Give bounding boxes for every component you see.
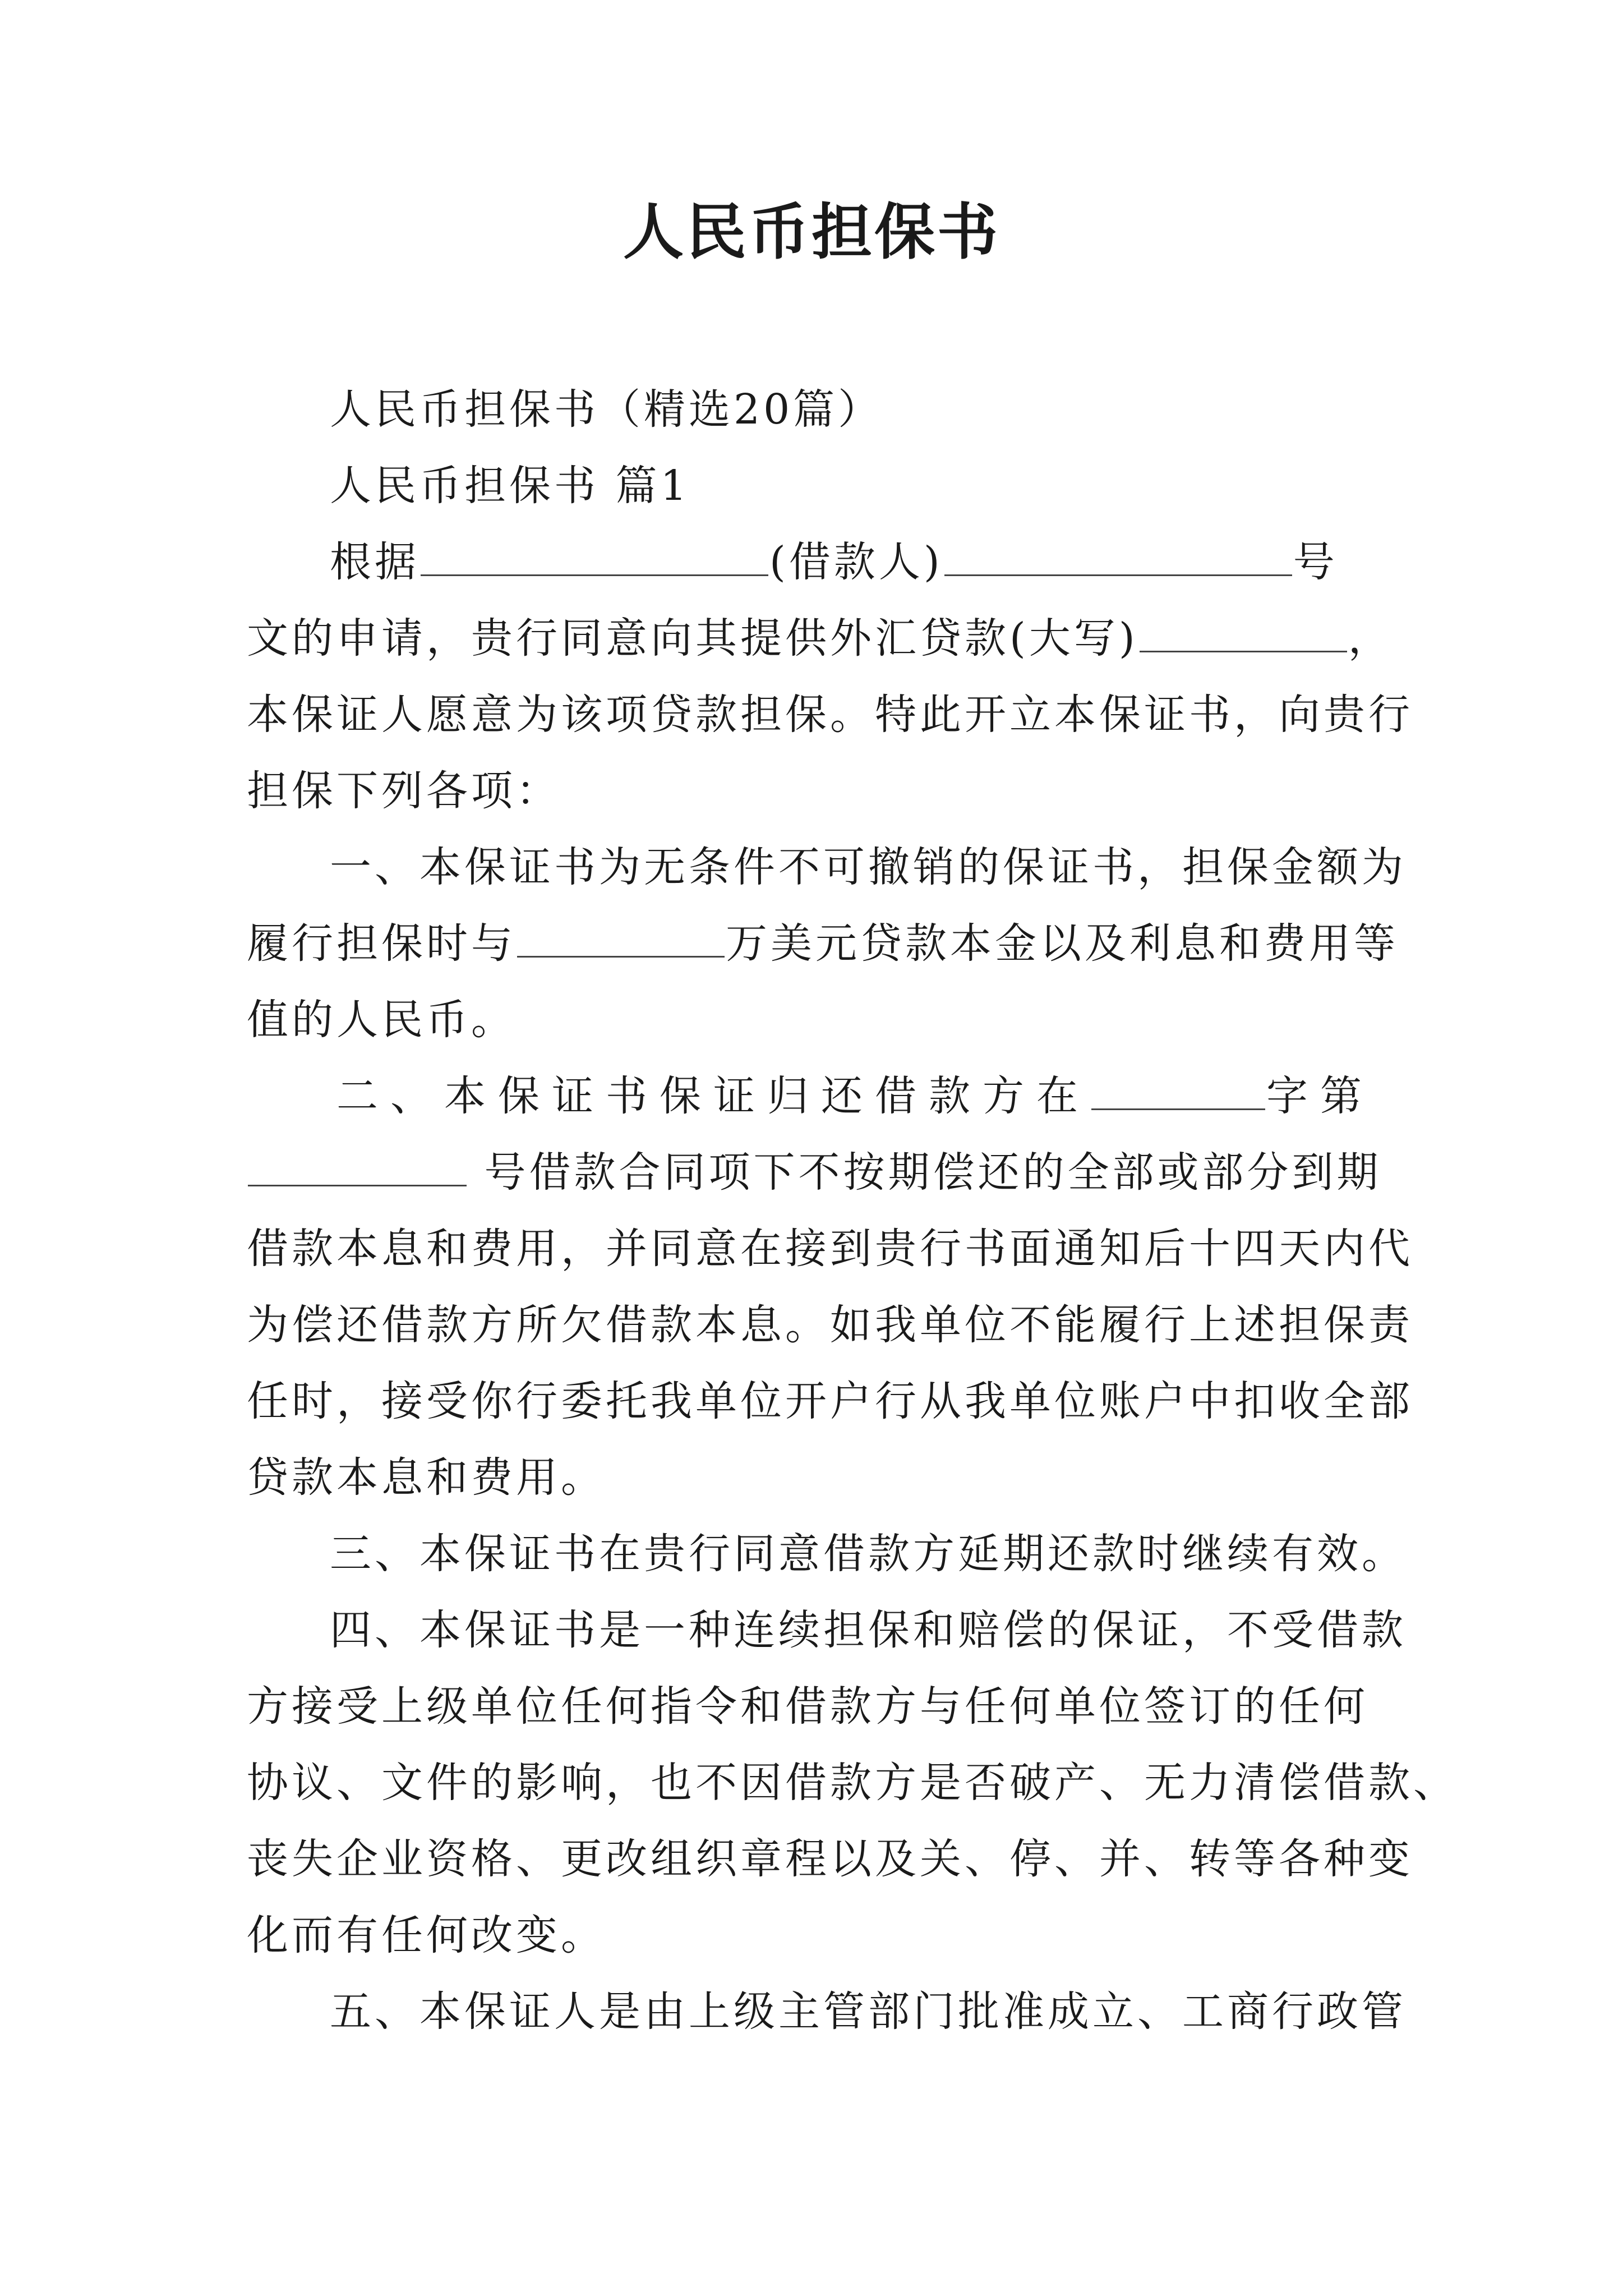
item2-line-6: 贷款本息和费用。: [247, 1453, 606, 1502]
contract-number-blank[interactable]: [248, 1184, 467, 1186]
intro-line-1: [247, 524, 1391, 600]
intro-text: 号: [1293, 538, 1338, 586]
item4-line-3: 协议、文件的影响，也不因借款方是否破产、无力清偿借款、: [247, 1759, 1458, 1807]
item1-text: 万美元贷款本金以及利息和费用等: [726, 919, 1399, 968]
item2-text: 字第: [1266, 1072, 1374, 1120]
intro-text: 文的申请，贵行同意向其提供外汇贷款(大写): [247, 614, 1138, 662]
intro-text: 根据: [330, 538, 419, 586]
item1-text: 履行担保时与: [247, 919, 516, 968]
intro-text: ，: [1348, 614, 1393, 662]
item1-line-3: 值的人民币。: [247, 996, 516, 1044]
item3-line-1: 三、本保证书在贵行同意借款方延期还款时继续有效。: [330, 1530, 1407, 1578]
intro-line-2: [247, 600, 1391, 677]
item2-line-1: [247, 1058, 1391, 1134]
loan-amount-blank[interactable]: [1140, 650, 1347, 652]
document-title: 人民币担保书: [623, 197, 1000, 268]
item4-line-1: 四、本保证书是一种连续担保和赔偿的保证，不受借款: [330, 1606, 1407, 1654]
contract-prefix-blank[interactable]: [1091, 1108, 1265, 1110]
section-heading: 人民币担保书 篇1: [330, 462, 690, 510]
item4-line-2: 方接受上级单位任何指令和借款方与任何单位签订的任何: [247, 1682, 1368, 1731]
intro-line-4: 担保下列各项：: [247, 767, 561, 815]
item4-line-5: 化而有任何改变。: [247, 1911, 606, 1959]
document-body: [247, 371, 1458, 2050]
document-subtitle: 人民币担保书（精选20篇）: [330, 385, 883, 434]
usd-amount-blank[interactable]: [517, 955, 725, 958]
item2-text: 号借款合同项下不按期偿还的全部或部分到期: [484, 1148, 1382, 1197]
item2-line-4: 为偿还借款方所欠借款本息。如我单位不能履行上述担保责: [247, 1301, 1413, 1349]
item4-line-4: 丧失企业资格、更改组织章程以及关、停、并、转等各种变: [247, 1835, 1413, 1883]
item1-line-1: 一、本保证书为无条件不可撤销的保证书，担保金额为: [330, 843, 1407, 891]
item5-line-1: 五、本保证人是由上级主管部门批准成立、工商行政管: [330, 1987, 1407, 2036]
document-number-blank[interactable]: [944, 574, 1292, 576]
intro-line-3: 本保证人愿意为该项贷款担保。特此开立本保证书，向贵行: [247, 691, 1413, 739]
item1-line-2: [247, 905, 1399, 982]
borrower-blank[interactable]: [421, 574, 768, 576]
item2-text: 二、本保证书保证归还借款方在: [336, 1072, 1090, 1120]
intro-text: (借款人): [769, 538, 943, 586]
item2-line-2: [247, 1134, 1391, 1211]
item2-line-3: 借款本息和费用，并同意在接到贵行书面通知后十四天内代: [247, 1225, 1413, 1273]
item2-line-5: 任时，接受你行委托我单位开户行从我单位账户中扣收全部: [247, 1377, 1413, 1425]
